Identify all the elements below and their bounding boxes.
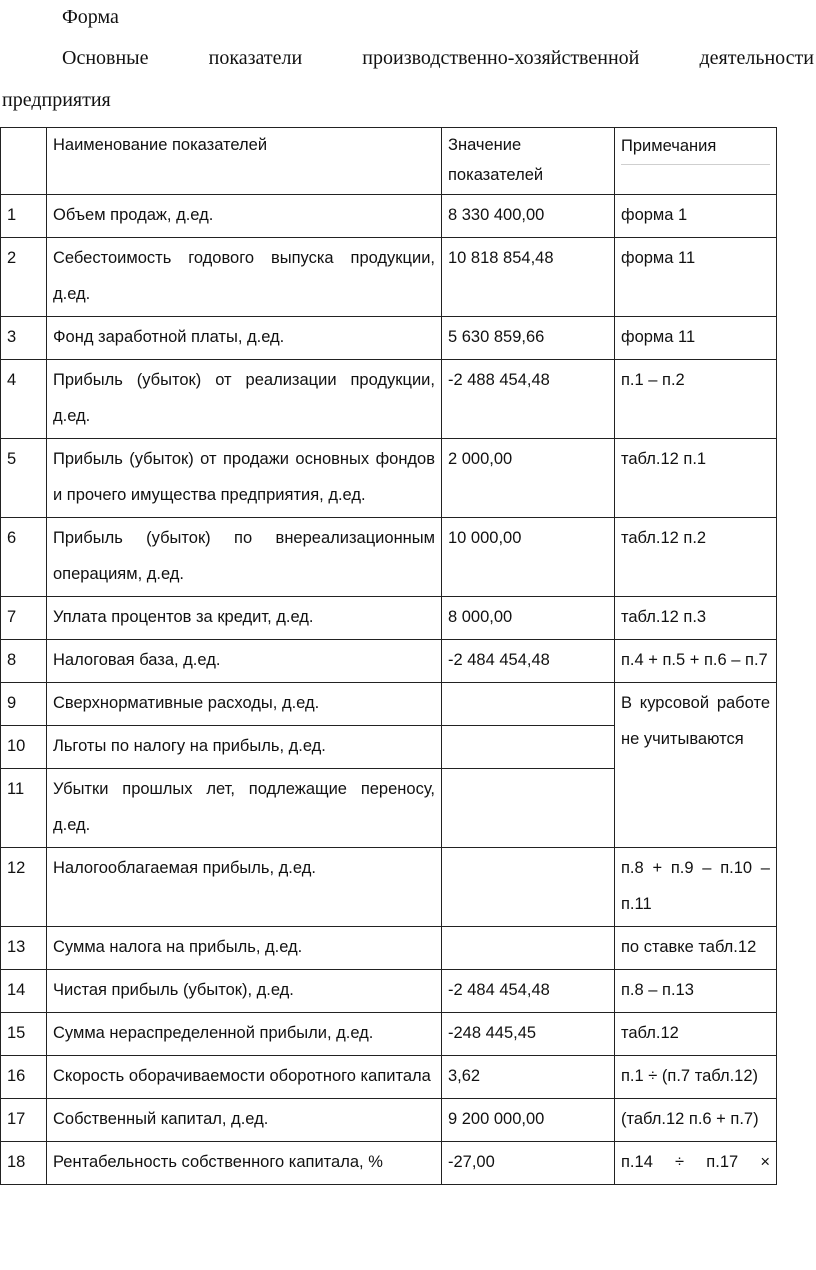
row-name: Налоговая база, д.ед. xyxy=(47,640,442,683)
table-row xyxy=(1,360,777,439)
row-value: 10 000,00 xyxy=(442,518,615,597)
row-name: Фонд заработной платы, д.ед. xyxy=(47,317,442,360)
table-row xyxy=(1,1013,777,1056)
indicators-table xyxy=(0,127,777,1185)
row-note-merged: В курсовой работе не учитываются xyxy=(615,683,777,848)
row-value xyxy=(442,848,615,927)
table-row xyxy=(1,1056,777,1099)
header-value-cell: Значение показателей xyxy=(442,128,615,195)
row-name: Убытки прошлых лет, подлежащие переносу, д.ед. xyxy=(47,769,442,848)
row-name: Скорость оборачиваемости оборотного капитала xyxy=(47,1056,442,1099)
row-value: 8 000,00 xyxy=(442,597,615,640)
table-row xyxy=(1,1142,777,1185)
row-note: форма 11 xyxy=(615,317,777,360)
row-name: Налогооблагаемая прибыль, д.ед. xyxy=(47,848,442,927)
row-value: -2 484 454,48 xyxy=(442,640,615,683)
table-row xyxy=(1,683,777,726)
row-name: Льготы по налогу на прибыль, д.ед. xyxy=(47,726,442,769)
table-row xyxy=(1,597,777,640)
row-value: -2 488 454,48 xyxy=(442,360,615,439)
row-value xyxy=(442,726,615,769)
title-word: Основные xyxy=(62,47,149,69)
row-note: п.1 – п.2 xyxy=(615,360,777,439)
row-note: табл.12 п.3 xyxy=(615,597,777,640)
document-title-line1 xyxy=(62,47,814,69)
row-num: 16 xyxy=(1,1056,47,1099)
row-num: 3 xyxy=(1,317,47,360)
row-name: Рентабельность собственного капитала, % xyxy=(47,1142,442,1185)
row-value: 9 200 000,00 xyxy=(442,1099,615,1142)
form-label: Форма xyxy=(62,6,119,28)
table-row xyxy=(1,518,777,597)
row-name: Уплата процентов за кредит, д.ед. xyxy=(47,597,442,640)
table-row xyxy=(1,970,777,1013)
row-num: 13 xyxy=(1,927,47,970)
row-name: Собственный капитал, д.ед. xyxy=(47,1099,442,1142)
row-note: п.4 + п.5 + п.6 – п.7 xyxy=(615,640,777,683)
row-note: табл.12 п.1 xyxy=(615,439,777,518)
row-num: 9 xyxy=(1,683,47,726)
row-num: 18 xyxy=(1,1142,47,1185)
row-value: 10 818 854,48 xyxy=(442,238,615,317)
row-name: Объем продаж, д.ед. xyxy=(47,195,442,238)
table-header-row xyxy=(1,128,777,195)
row-note: п.8 – п.13 xyxy=(615,970,777,1013)
row-num: 10 xyxy=(1,726,47,769)
row-num: 7 xyxy=(1,597,47,640)
row-value: 5 630 859,66 xyxy=(442,317,615,360)
title-word: показатели xyxy=(208,47,303,69)
row-note: форма 1 xyxy=(615,195,777,238)
row-num: 17 xyxy=(1,1099,47,1142)
row-name: Сумма нераспределенной прибыли, д.ед. xyxy=(47,1013,442,1056)
row-name: Себестоимость годового выпуска продукции, д.ед. xyxy=(47,238,442,317)
row-num: 8 xyxy=(1,640,47,683)
row-value: -248 445,45 xyxy=(442,1013,615,1056)
row-num: 15 xyxy=(1,1013,47,1056)
table-row xyxy=(1,317,777,360)
table-row xyxy=(1,439,777,518)
row-num: 1 xyxy=(1,195,47,238)
title-word: деятельности xyxy=(699,47,814,69)
row-note: табл.12 xyxy=(615,1013,777,1056)
row-value: -27,00 xyxy=(442,1142,615,1185)
row-num: 4 xyxy=(1,360,47,439)
header-num-cell xyxy=(1,128,47,195)
row-name: Прибыль (убыток) от продажи основных фондов и прочего имущества предприятия, д.ед. xyxy=(47,439,442,518)
row-note: форма 11 xyxy=(615,238,777,317)
row-value: -2 484 454,48 xyxy=(442,970,615,1013)
row-value xyxy=(442,927,615,970)
row-name: Сумма налога на прибыль, д.ед. xyxy=(47,927,442,970)
row-name: Прибыль (убыток) по внереализационным операциям, д.ед. xyxy=(47,518,442,597)
row-note: (табл.12 п.6 + п.7) xyxy=(615,1099,777,1142)
row-note: п.8 + п.9 – п.10 – п.11 xyxy=(615,848,777,927)
row-num: 2 xyxy=(1,238,47,317)
row-value: 3,62 xyxy=(442,1056,615,1099)
row-name: Прибыль (убыток) от реализации продукции, д.ед. xyxy=(47,360,442,439)
row-note: табл.12 п.2 xyxy=(615,518,777,597)
row-num: 14 xyxy=(1,970,47,1013)
row-note: по ставке табл.12 xyxy=(615,927,777,970)
row-value xyxy=(442,769,615,848)
table-row xyxy=(1,848,777,927)
table-row xyxy=(1,927,777,970)
row-name: Чистая прибыль (убыток), д.ед. xyxy=(47,970,442,1013)
table-row xyxy=(1,238,777,317)
row-num: 11 xyxy=(1,769,47,848)
header-name-cell: Наименование показателей xyxy=(47,128,442,195)
row-value: 2 000,00 xyxy=(442,439,615,518)
title-word: производственно-хозяйственной xyxy=(362,47,640,69)
row-value xyxy=(442,683,615,726)
document-title-line2: предприятия xyxy=(2,89,111,111)
header-note-cell xyxy=(615,128,777,195)
table-row xyxy=(1,1099,777,1142)
row-num: 6 xyxy=(1,518,47,597)
row-note: п.1 ÷ (п.7 табл.12) xyxy=(615,1056,777,1099)
row-value: 8 330 400,00 xyxy=(442,195,615,238)
row-num: 12 xyxy=(1,848,47,927)
row-num: 5 xyxy=(1,439,47,518)
header-note-label: Примечания xyxy=(621,130,770,165)
row-name: Сверхнормативные расходы, д.ед. xyxy=(47,683,442,726)
row-note: п.14 ÷ п.17 × xyxy=(615,1142,777,1185)
table-row xyxy=(1,640,777,683)
table-row xyxy=(1,195,777,238)
